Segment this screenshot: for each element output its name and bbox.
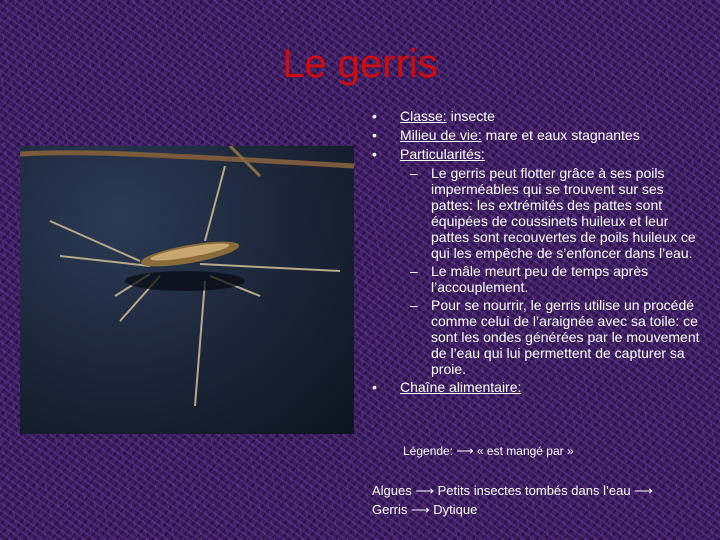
bullet-label: Particularités: — [400, 146, 485, 162]
bullet-label: Milieu de vie: — [400, 127, 482, 143]
sub-bullet-text: Le mâle meurt peu de temps après l’accouplement. — [431, 263, 649, 295]
sub-bullet — [370, 263, 700, 295]
sub-bullet-text: Le gerris peut flotter grâce à ses poils imperméables qui se trouvent sur ses pattes: les extrémités des pattes sont équipées de coussinets huileux et leur pattes sont recouvertes de poils huileux ce qui les empêche de s’enfoncer dans l’eau. — [431, 165, 696, 261]
food-chain-line: Gerris ⟶ Dytique — [372, 502, 478, 517]
bullet-label: Classe: — [400, 108, 447, 124]
bullet-classe — [370, 108, 700, 124]
bullet-text: mare et eaux stagnantes — [481, 127, 640, 143]
bullet-particularites — [370, 146, 700, 162]
bullet-chaine — [370, 379, 700, 395]
bullet-text: insecte — [446, 108, 495, 124]
sub-bullet-dash: – — [410, 297, 418, 313]
sub-bullet — [370, 297, 700, 377]
legend-text: Légende: ⟶ « est mangé par » — [403, 444, 574, 458]
sub-bullet-dash: – — [410, 263, 418, 279]
bullet-dot: • — [372, 127, 377, 143]
sub-bullet-text: Pour se nourrir, le gerris utilise un procédé comme celui de l’araignée avec sa toile: ce sont les ondes générées par le mouvement de l’eau qui lui permettent de capturer sa proie. — [431, 297, 700, 377]
food-chain-line: Algues ⟶ Petits insectes tombés dans l’eau ⟶ — [372, 483, 653, 498]
sub-bullet — [370, 165, 700, 261]
bullet-dot: • — [372, 108, 377, 124]
water-strider-photo — [20, 146, 354, 434]
water-strider-illustration — [20, 146, 354, 434]
bullet-label: Chaîne alimentaire: — [400, 379, 522, 395]
food-chain — [372, 481, 702, 519]
bullet-milieu — [370, 127, 700, 143]
bullet-dot: • — [372, 146, 377, 162]
slide-title: Le gerris — [282, 42, 438, 86]
bullet-dot: • — [372, 379, 377, 395]
sub-bullet-dash: – — [410, 165, 418, 181]
bullet-list — [370, 108, 700, 398]
